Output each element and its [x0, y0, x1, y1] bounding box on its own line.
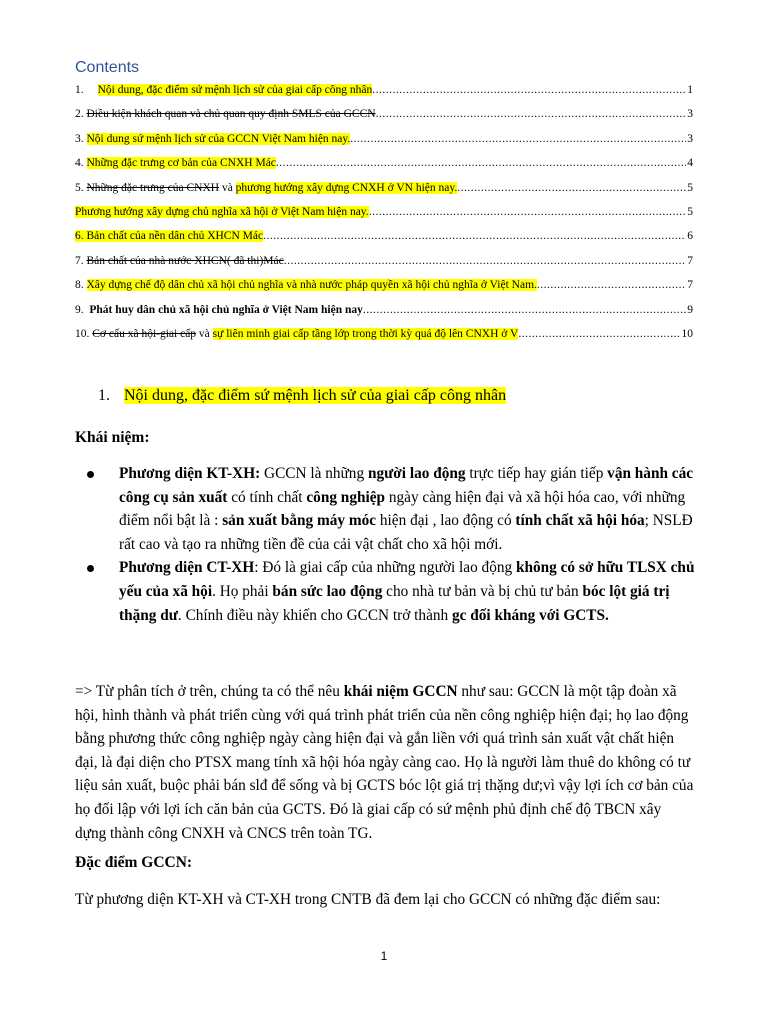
- toc-entry-9[interactable]: [75, 304, 693, 328]
- toc-leader: [537, 279, 686, 291]
- toc-entry-number: 8.: [75, 279, 84, 292]
- toc-entry-6[interactable]: [75, 230, 693, 254]
- intro-paragraph: Từ phương diện KT-XH và CT-XH trong CNTB đã đem lại cho GCCN có những đặc điểm sau:: [75, 891, 661, 908]
- toc-entry-4[interactable]: [75, 157, 693, 181]
- toc-entry-7[interactable]: [75, 255, 693, 279]
- toc-leader: [284, 255, 687, 267]
- toc-leader: [518, 328, 680, 340]
- toc-entry-page: 6: [687, 230, 693, 243]
- bullet-item-ct-xh: Phương diện CT-XH: Đó là giai cấp của những người lao động không có sở hữu TLSX chủ yếu của xã hội. Họ phải bán sức lao động cho nhà tư bản và bị chủ tư bản bóc lột giá trị thặng dư. Chính điều này khiến cho GCCN trở thành gc đối kháng với GCTS.: [75, 556, 695, 627]
- toc-entry-text: Những đặc trưng cơ bản của CNXH Mác: [86, 157, 276, 170]
- toc-entry-number: 6.: [75, 230, 84, 243]
- toc-entry-page: 1: [687, 84, 693, 96]
- toc-entry-page: 7: [687, 279, 693, 292]
- bullet-dot-icon: [87, 471, 94, 478]
- table-of-contents: [75, 84, 693, 352]
- conclusion-paragraph: => Từ phân tích ở trên, chúng ta có thể nêu khái niệm GCCN như sau: GCCN là một tập đoàn xã hội, hình thành và phát triển cùng với quá trình phát triển của nền công nghiệp hiện đại; họ lao động bằng phương thức công nghiệp ngày càng hiện đại và gắn liền với quá trình sản xuất vật chất hiện đại, là đại diện cho PTSX mang tính xã hội hóa ngày càng cao. Họ là người làm thuê do không có tư liệu sản xuất, buộc phải bán slđ để sống và bị GCTS bóc lột giá trị thặng dư;vì vậy lợi ích cơ bản của họ đối lập với lợi ích căn bản của GCTS. Đó là giai cấp có sứ mệnh phủ định chế độ TBCN xây dựng thành công CNXH và CNCS trên toàn TG.: [75, 683, 694, 842]
- bullet-item-kt-xh: Phương diện KT-XH: GCCN là những người lao động trực tiếp hay gián tiếp vận hành các công cụ sản xuất có tính chất công nghiệp ngày càng hiện đại và xã hội hóa cao, với những điểm nổi bật là : sản xuất bằng máy móc hiện đại , lao động có tính chất xã hội hóa; NSLĐ rất cao và tạo ra những tiền đề của cải vật chất cho xã hội mới.: [75, 462, 695, 556]
- toc-entry-page: 3: [687, 108, 693, 121]
- toc-entry-text-struck: Cơ cấu xã hội-giai cấp: [92, 327, 197, 340]
- toc-leader: [276, 157, 686, 169]
- toc-entry-8[interactable]: [75, 279, 693, 303]
- toc-entry-1[interactable]: [75, 84, 693, 108]
- toc-leader: [350, 133, 686, 145]
- toc-entry-text: Phát huy dân chủ xã hội chủ nghĩa ở Việt Nam hiện nay: [89, 303, 363, 316]
- subheading-khai-niem: Khái niệm:: [75, 429, 150, 446]
- toc-title: Contents: [75, 59, 140, 76]
- toc-entry-text: Xây dựng chế độ dân chủ xã hội chủ nghĩa và nhà nước pháp quyền xã hội chủ nghĩa ở Việt Nam.: [86, 279, 537, 292]
- toc-entry-number: 4.: [75, 157, 84, 170]
- bullet-list: [75, 462, 695, 627]
- toc-entry-text: Bản chất của nhà nước XHCN( đã thi)Mác: [86, 254, 284, 267]
- toc-entry-number: 3.: [75, 132, 84, 145]
- toc-entry-page: 5: [687, 181, 693, 194]
- page-number: 1: [380, 949, 388, 963]
- toc-entry-text: Nội dung, đặc điểm sứ mệnh lịch sử của giai cấp công nhân: [97, 84, 373, 96]
- toc-entry-5[interactable]: [75, 182, 693, 206]
- section-number: 1.: [98, 387, 110, 404]
- toc-entry-text: Phương hướng xây dựng chủ nghĩa xã hội ở Việt Nam hiện nay.: [75, 205, 369, 218]
- toc-entry-10[interactable]: [75, 328, 693, 352]
- toc-entry-page: 10: [681, 327, 693, 340]
- toc-leader: [263, 230, 686, 242]
- section-title: Nội dung, đặc điểm sứ mệnh lịch sử của giai cấp công nhân: [124, 387, 507, 404]
- toc-entry-page: 7: [687, 254, 693, 267]
- section-heading: [98, 387, 506, 405]
- toc-entry-number: 10.: [75, 327, 90, 340]
- toc-entry-page: 3: [687, 132, 693, 145]
- toc-entry-number: 2.: [75, 108, 84, 121]
- subheading-dac-diem: Đặc điểm GCCN:: [75, 854, 193, 871]
- bullet-dot-icon: [87, 565, 94, 572]
- toc-entry-text-struck: Những đặc trưng của CNXH: [86, 181, 220, 194]
- toc-leader: [376, 108, 687, 120]
- toc-entry-text-joiner: và: [219, 181, 236, 194]
- toc-leader: [363, 304, 686, 316]
- toc-leader: [372, 84, 686, 96]
- toc-entry-page: 5: [687, 205, 693, 218]
- toc-entry-text: Điều kiện khách quan và chủ quan quy định SMLS của GCCN: [86, 108, 376, 121]
- toc-entry-number: 9.: [75, 303, 84, 316]
- toc-entry-text: Nội dung sứ mệnh lịch sử của GCCN Việt Nam hiện nay.: [86, 132, 351, 145]
- toc-entry-text-highlight: sự liên minh giai cấp tầng lớp trong thời kỳ quá độ lên CNXH ở V: [212, 327, 519, 340]
- toc-entry-page: 9: [687, 303, 693, 316]
- toc-entry-text: Bản chất của nền dân chủ XHCN Mác: [86, 230, 264, 243]
- toc-entry-page: 4: [687, 157, 693, 170]
- toc-entry-3[interactable]: [75, 133, 693, 157]
- toc-entry-2[interactable]: [75, 108, 693, 132]
- toc-entry-number: 5.: [75, 181, 84, 194]
- toc-entry-number: 7.: [75, 254, 84, 267]
- toc-entry-text-joiner: và: [196, 327, 213, 340]
- toc-entry-5-sub[interactable]: [75, 206, 693, 230]
- toc-leader: [369, 206, 687, 218]
- toc-entry-text-highlight: phương hướng xây dựng CNXH ở VN hiện nay.: [235, 181, 458, 194]
- toc-leader: [457, 182, 686, 194]
- toc-entry-number: 1.: [75, 84, 84, 96]
